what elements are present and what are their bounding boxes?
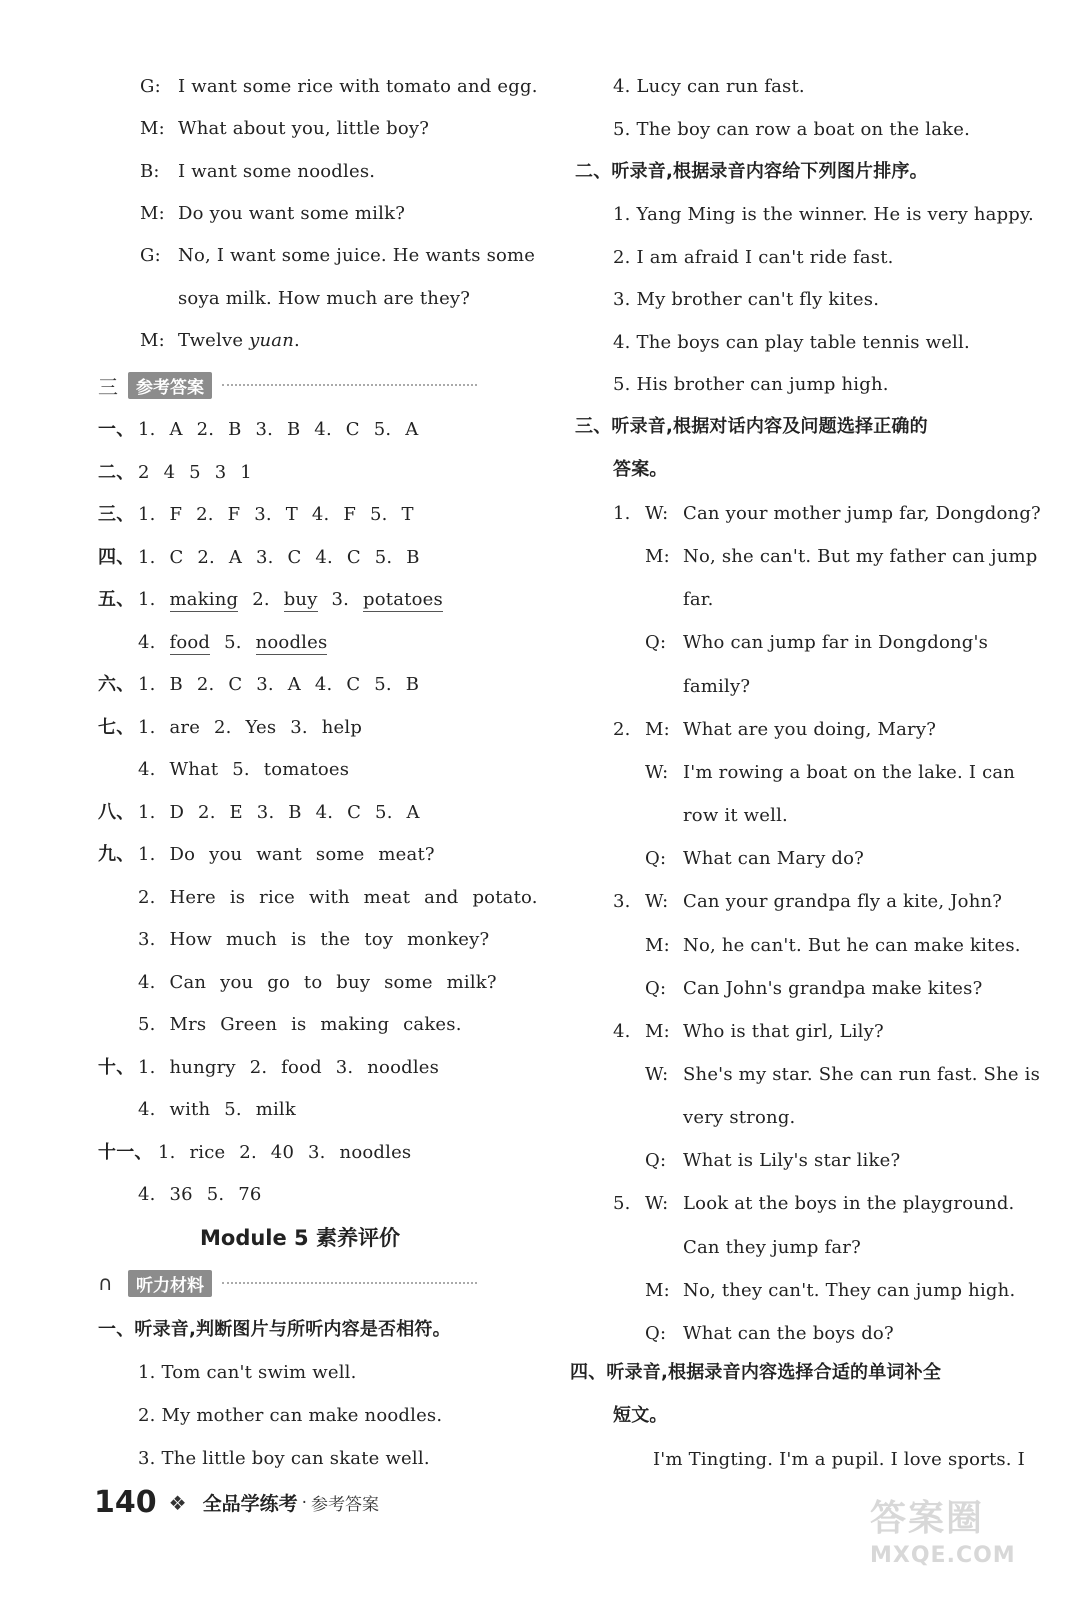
dialogue-line bbox=[613, 1020, 884, 1044]
answer-text: 1. D 2. E 3. B 4. C 5. A bbox=[138, 801, 420, 823]
dialogue-text: Look at the boys in the playground. bbox=[683, 1193, 1015, 1215]
answer-line bbox=[98, 631, 327, 655]
dialogue-line bbox=[613, 804, 788, 828]
underlined-answer: buy bbox=[283, 589, 318, 610]
listening-item: 5. His brother can jump high. bbox=[613, 374, 889, 395]
speaker-label: M: bbox=[140, 118, 165, 140]
dialogue-line bbox=[613, 1236, 861, 1260]
dialogue-line bbox=[140, 117, 429, 141]
dialogue-line bbox=[613, 761, 1015, 785]
section-heading: 一、听录音,判断图片与所听内容是否相符。 bbox=[98, 1319, 451, 1340]
answer-line bbox=[98, 503, 414, 527]
dialogue-line bbox=[613, 934, 1021, 958]
answer-line bbox=[98, 886, 538, 910]
answer-key-label: 五、 bbox=[98, 589, 135, 610]
watermark-bottom-text: MXQE.COM bbox=[870, 1543, 1016, 1568]
dialogue-line bbox=[140, 287, 470, 311]
answer-line bbox=[98, 971, 497, 995]
dialogue-line bbox=[613, 718, 936, 742]
page-footer bbox=[94, 1485, 379, 1520]
answer-text: 1. C 2. A 3. C 4. C 5. B bbox=[138, 546, 420, 568]
section-heading: 三、听录音,根据对话内容及问题选择正确的 bbox=[575, 416, 928, 437]
passage-text: I'm Tingting. I'm a pupil. I love sports. I bbox=[653, 1449, 1025, 1470]
dialogue-text: Do you want some milk? bbox=[178, 202, 406, 224]
speaker-label: W: bbox=[645, 891, 669, 913]
dialogue-text: Twelve yuan. bbox=[178, 329, 300, 351]
speaker-label: G: bbox=[140, 76, 161, 97]
listening-item: 2. I am afraid I can't ride fast. bbox=[613, 246, 894, 268]
underlined-answer: making bbox=[169, 589, 239, 610]
dialogue-italic: yuan bbox=[249, 329, 295, 351]
speaker-label: M: bbox=[140, 329, 165, 351]
answer-line bbox=[98, 1141, 411, 1165]
dialogue-line bbox=[613, 1149, 900, 1173]
answer-key-label: 六、 bbox=[98, 674, 135, 695]
item-number: 5. bbox=[613, 1193, 631, 1215]
dialogue-text: Can John's grandpa make kites? bbox=[683, 977, 983, 999]
dialogue-line bbox=[613, 1063, 1040, 1087]
speaker-label: W: bbox=[645, 761, 669, 783]
answer-text: 1. B 2. C 3. A 4. C 5. B bbox=[138, 674, 420, 695]
answer-key-label: 三、 bbox=[98, 504, 135, 525]
answer-text: 1. making 2. buy 3. potatoes bbox=[138, 589, 443, 610]
dialogue-text: I want some noodles. bbox=[178, 160, 376, 182]
listening-item: 3. My brother can't fly kites. bbox=[613, 289, 880, 310]
listening-item: 3. The little boy can skate well. bbox=[138, 1448, 430, 1469]
module-title: Module 5 素养评价 bbox=[200, 1226, 400, 1250]
underlined-answer: potatoes bbox=[363, 589, 443, 610]
dialogue-line bbox=[613, 1192, 1014, 1216]
dialogue-text: Can they jump far? bbox=[683, 1236, 861, 1258]
answer-text: 4. 36 5. 76 bbox=[138, 1184, 262, 1205]
watermark-top-text: 答案圈 bbox=[870, 1498, 985, 1539]
answer-text: 4. food 5. noodles bbox=[138, 631, 328, 653]
item-number: 4. bbox=[613, 1020, 631, 1042]
dialogue-text: She's my star. She can run fast. She is bbox=[683, 1063, 1041, 1085]
listening-item: 4. The boys can play table tennis well. bbox=[613, 331, 970, 353]
answer-key-label: 一、 bbox=[98, 419, 135, 440]
diamond-flower-icon: ❖ bbox=[168, 1490, 187, 1515]
dialogue-line bbox=[613, 890, 1002, 914]
section-heading: 四、听录音,根据录音内容选择合适的单词补全 bbox=[570, 1362, 942, 1383]
answer-line bbox=[98, 461, 252, 485]
dialogue-line bbox=[613, 545, 1038, 569]
answer-text: 1. rice 2. 40 3. noodles bbox=[158, 1141, 412, 1163]
dialogue-line bbox=[613, 977, 982, 1001]
answer-line bbox=[98, 928, 489, 952]
dialogue-text: No, I want some juice. He wants some bbox=[178, 245, 536, 267]
item-number: 2. bbox=[613, 718, 631, 740]
answer-text: 4. Can you go to buy some milk? bbox=[138, 971, 497, 993]
underlined-answer: noodles bbox=[255, 631, 328, 653]
dialogue-text: No, she can't. But my father can jump bbox=[683, 546, 1038, 568]
dialogue-text: Can your mother jump far, Dongdong? bbox=[683, 503, 1041, 524]
speaker-label: Q: bbox=[645, 632, 667, 654]
answer-key-label: 四、 bbox=[98, 546, 135, 568]
dialogue-line bbox=[140, 75, 538, 99]
listening-section-tag bbox=[98, 1270, 477, 1296]
speaker-label: W: bbox=[645, 1063, 669, 1085]
dialogue-line bbox=[613, 1322, 894, 1346]
section-heading-cont: 答案。 bbox=[613, 459, 668, 480]
answer-line bbox=[98, 418, 418, 442]
dialogue-text: No, they can't. They can jump high. bbox=[683, 1279, 1016, 1301]
dialogue-text: What is Lily's star like? bbox=[683, 1150, 901, 1172]
dialogue-text: I'm rowing a boat on the lake. I can bbox=[683, 761, 1016, 783]
dotted-divider bbox=[222, 384, 477, 386]
answer-key-label: 十、 bbox=[98, 1056, 135, 1078]
answer-text: 1. A 2. B 3. B 4. C 5. A bbox=[138, 419, 419, 440]
section-heading: 二、听录音,根据录音内容给下列图片排序。 bbox=[575, 161, 928, 182]
listening-tag-label: 听力材料 bbox=[128, 1270, 212, 1297]
dialogue-text: What can Mary do? bbox=[683, 848, 864, 870]
dialogue-text: very strong. bbox=[683, 1107, 796, 1129]
page-number: 140 bbox=[94, 1485, 157, 1520]
answer-text: 2. Here is rice with meat and potato. bbox=[138, 886, 538, 908]
speaker-label: Q: bbox=[645, 848, 667, 870]
dialogue-line bbox=[613, 502, 1041, 526]
listening-item: 4. Lucy can run fast. bbox=[613, 76, 805, 97]
answer-text: 1. Do you want some meat? bbox=[138, 844, 435, 865]
answer-text: 1. F 2. F 3. T 4. F 5. T bbox=[138, 504, 414, 525]
dialogue-line bbox=[613, 1106, 795, 1130]
listening-item: 1. Yang Ming is the winner. He is very happy. bbox=[613, 204, 1034, 225]
dialogue-text: What about you, little boy? bbox=[178, 118, 430, 140]
speaker-label: M: bbox=[645, 546, 670, 568]
answer-line bbox=[98, 843, 435, 867]
dialogue-text: Who is that girl, Lily? bbox=[683, 1020, 884, 1042]
answer-line bbox=[98, 588, 443, 612]
dialogue-text: Who can jump far in Dongdong's bbox=[683, 632, 989, 654]
speaker-label: M: bbox=[645, 934, 670, 956]
headphone-icon: ∩ bbox=[98, 1271, 113, 1295]
underlined-answer: food bbox=[169, 631, 211, 653]
dialogue-text: What can the boys do? bbox=[683, 1322, 894, 1344]
book-title: 全品学练考 bbox=[202, 1493, 298, 1515]
listening-item: 1. Tom can't swim well. bbox=[138, 1362, 357, 1383]
section-heading-cont: 短文。 bbox=[613, 1405, 668, 1426]
answer-line bbox=[98, 716, 362, 740]
dialogue-text: I want some rice with tomato and egg. bbox=[178, 76, 538, 97]
speaker-label: Q: bbox=[645, 1322, 667, 1344]
dialogue-text: No, he can't. But he can make kites. bbox=[683, 934, 1021, 956]
answer-line bbox=[98, 758, 349, 782]
answer-text: 1. hungry 2. food 3. noodles bbox=[138, 1056, 440, 1078]
answers-tag-label: 参考答案 bbox=[128, 372, 212, 399]
item-number: 1. bbox=[613, 503, 631, 524]
answer-line bbox=[98, 1013, 462, 1037]
answer-text: 1. are 2. Yes 3. help bbox=[138, 716, 363, 738]
dialogue-text: What are you doing, Mary? bbox=[683, 718, 937, 740]
dialogue-line bbox=[613, 631, 988, 655]
dialogue-text: row it well. bbox=[683, 805, 788, 827]
speaker-label: W: bbox=[645, 503, 669, 524]
listening-item: 2. My mother can make noodles. bbox=[138, 1405, 443, 1426]
watermark-logo bbox=[870, 1490, 1050, 1590]
speaker-label: M: bbox=[645, 1020, 670, 1042]
speaker-label: M: bbox=[645, 718, 670, 740]
dialogue-line bbox=[613, 588, 714, 612]
answer-line bbox=[98, 1098, 296, 1122]
speaker-label: B: bbox=[140, 160, 160, 182]
speaker-label: Q: bbox=[645, 977, 667, 999]
speaker-label: M: bbox=[140, 202, 165, 224]
dotted-divider bbox=[222, 1282, 477, 1284]
answer-line bbox=[98, 673, 419, 697]
answer-key-label: 七、 bbox=[98, 716, 135, 738]
dialogue-line bbox=[140, 244, 535, 268]
answer-key-label: 十一、 bbox=[98, 1141, 153, 1163]
dialogue-line bbox=[140, 329, 300, 353]
speaker-label: Q: bbox=[645, 1150, 667, 1172]
answer-key-label: 二、 bbox=[98, 461, 135, 483]
dialogue-text: soya milk. How much are they? bbox=[178, 287, 471, 309]
dialogue-text: family? bbox=[683, 675, 751, 697]
speaker-label: M: bbox=[645, 1279, 670, 1301]
answer-text: 2 4 5 3 1 bbox=[138, 461, 252, 483]
dialogue-line bbox=[613, 847, 864, 871]
answer-line bbox=[98, 1056, 439, 1080]
section-number-icon: 三 bbox=[98, 374, 118, 399]
answer-line bbox=[98, 1183, 262, 1207]
answer-text: 3. How much is the toy monkey? bbox=[138, 929, 490, 950]
footer-subtitle: 参考答案 bbox=[310, 1495, 379, 1515]
answer-key-label: 九、 bbox=[98, 844, 135, 865]
speaker-label: G: bbox=[140, 245, 161, 267]
dialogue-text: far. bbox=[683, 589, 714, 611]
answers-section-tag bbox=[98, 372, 477, 398]
answer-text: 5. Mrs Green is making cakes. bbox=[138, 1014, 462, 1035]
answer-text: 4. What 5. tomatoes bbox=[138, 759, 350, 780]
dialogue-text: Can your grandpa fly a kite, John? bbox=[683, 891, 1003, 913]
footer-separator: · bbox=[301, 1492, 307, 1513]
answer-line bbox=[98, 801, 420, 825]
answer-line bbox=[98, 546, 420, 570]
item-number: 3. bbox=[613, 891, 631, 913]
dialogue-line bbox=[140, 202, 405, 226]
dialogue-line bbox=[613, 675, 750, 699]
dialogue-line bbox=[613, 1279, 1015, 1303]
dialogue-line bbox=[140, 160, 375, 184]
answer-key-label: 八、 bbox=[98, 801, 135, 823]
answer-text: 4. with 5. milk bbox=[138, 1099, 296, 1120]
listening-item: 5. The boy can row a boat on the lake. bbox=[613, 119, 971, 140]
speaker-label: W: bbox=[645, 1193, 669, 1215]
